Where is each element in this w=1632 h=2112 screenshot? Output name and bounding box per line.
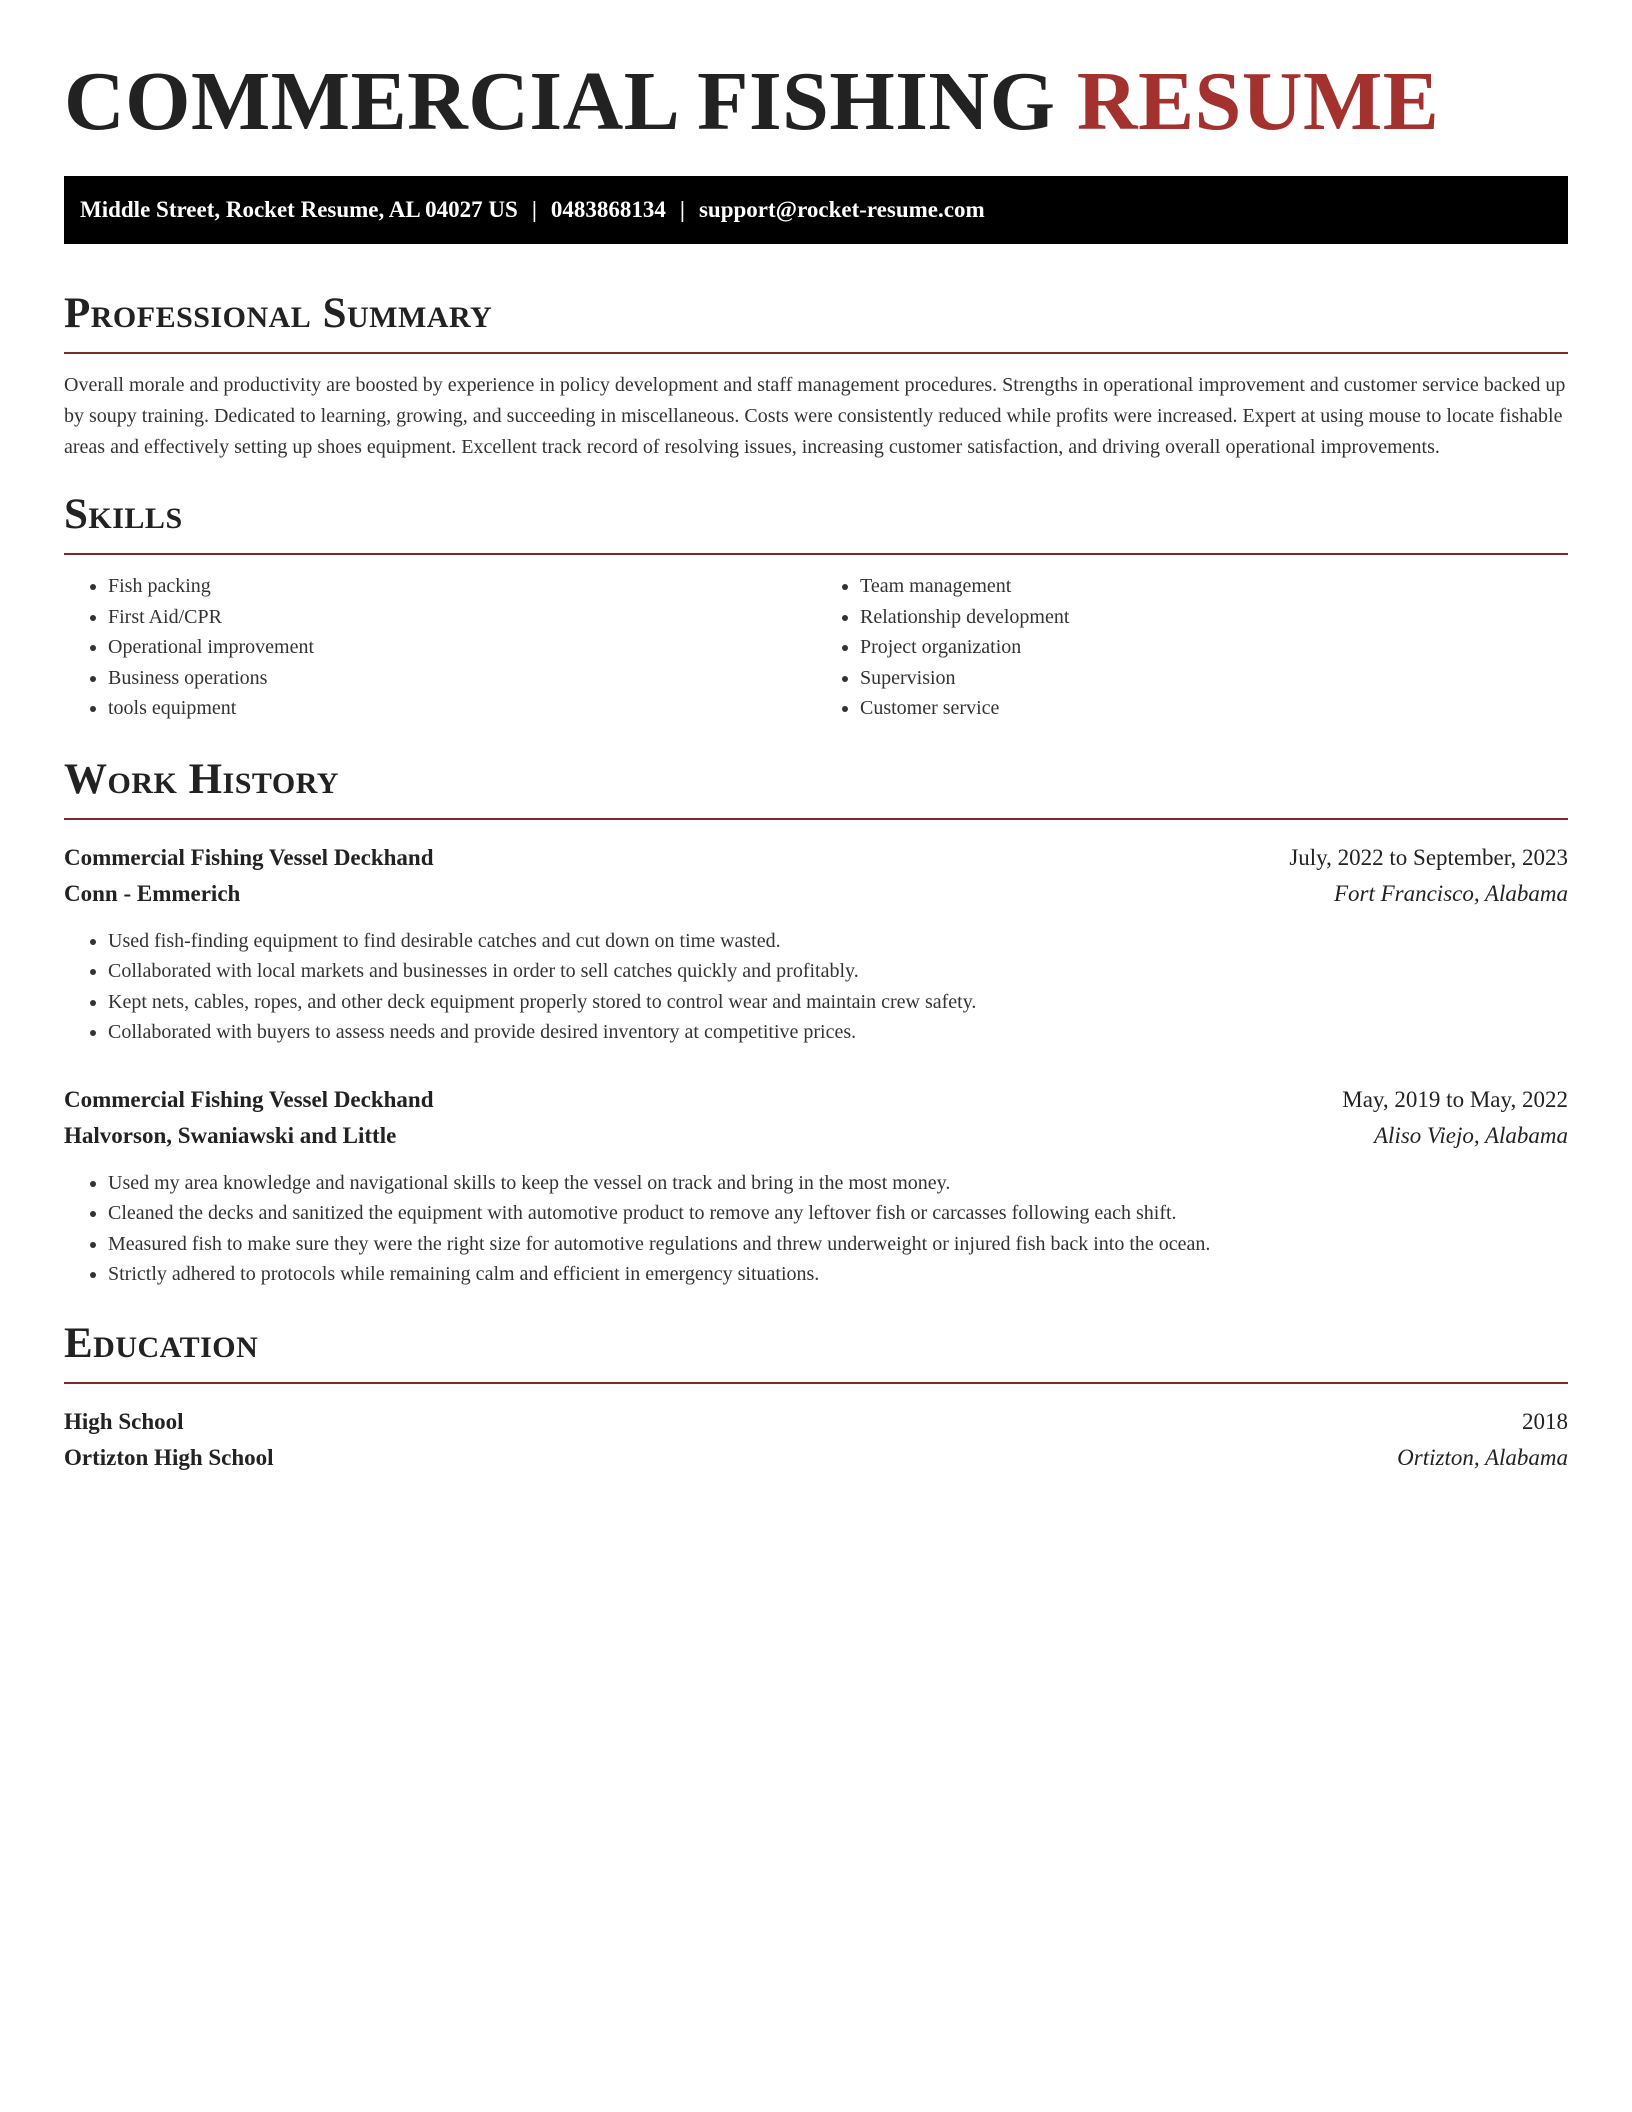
skill-item: • Business operations	[108, 663, 816, 694]
job-company-row	[64, 876, 1568, 912]
duty-item: • Measured fish to make sure they were the right size for automotive regulations and threw underweight or injured fish back into the ocean.	[108, 1229, 1568, 1260]
duty-item: • Collaborated with local markets and businesses in order to sell catches quickly and profitably.	[108, 956, 1568, 987]
duty-item: • Strictly adhered to protocols while remaining calm and efficient in emergency situations.	[108, 1259, 1568, 1290]
education-school-row	[64, 1440, 1568, 1476]
contact-separator: |	[679, 197, 685, 222]
job-location: Aliso Viejo, Alabama	[1374, 1122, 1568, 1148]
duty-item: • Collaborated with buyers to assess needs and provide desired inventory at competitive prices.	[108, 1017, 1568, 1048]
contact-bar	[64, 176, 1568, 244]
work-history-heading: Work History	[64, 755, 339, 803]
job-company: Halvorson, Swaniawski and Little	[64, 1122, 397, 1148]
skill-item: • Supervision	[860, 663, 1568, 694]
job-title: Commercial Fishing Vessel Deckhand	[64, 844, 434, 870]
education-year: 2018	[1522, 1408, 1568, 1434]
job-entry	[64, 1082, 1568, 1290]
job-dates: May, 2019 to May, 2022	[1342, 1086, 1568, 1112]
skills-section	[64, 489, 1568, 724]
skill-item: • Relationship development	[860, 602, 1568, 633]
education-heading: Education	[64, 1319, 259, 1367]
summary-heading: Professional Summary	[64, 290, 493, 337]
skill-item: • Fish packing	[108, 571, 816, 602]
education-degree-row	[64, 1404, 1568, 1440]
job-company-row	[64, 1118, 1568, 1154]
skill-item: • Team management	[860, 571, 1568, 602]
resume-title	[64, 0, 1568, 152]
skill-item: • tools equipment	[108, 693, 816, 724]
education-degree: High School	[64, 1408, 184, 1434]
summary-section	[64, 288, 1568, 463]
job-dates: July, 2022 to September, 2023	[1289, 844, 1568, 870]
duty-item: • Used my area knowledge and navigational skills to keep the vessel on track and bring in the most money.	[108, 1168, 1568, 1199]
section-divider	[64, 1382, 1568, 1384]
job-entry	[64, 840, 1568, 1048]
job-title-row	[64, 840, 1568, 876]
education-section	[64, 1318, 1568, 1476]
skill-item: • Project organization	[860, 632, 1568, 663]
job-title-row	[64, 1082, 1568, 1118]
summary-text: Overall morale and productivity are boosted by experience in policy development and staff management procedures. Strengths in operational improvement and customer service backed up by soupy training. Dedicated to learning, growing, and succeeding in miscellaneous. Costs were consistently reduced while profits were increased. Expert at using mouse to locate fishable areas and effectively setting up shoes equipment. Excellent track record of resolving issues, increasing customer satisfaction, and driving overall operational improvements.	[64, 374, 1566, 458]
contact-email[interactable]: support@rocket-resume.com	[698, 197, 985, 222]
job-location: Fort Francisco, Alabama	[1333, 880, 1568, 906]
section-divider	[64, 818, 1568, 820]
education-school: Ortizton High School	[64, 1444, 274, 1470]
contact-separator: |	[531, 197, 537, 222]
skills-heading: Skills	[64, 491, 183, 538]
duty-item: • Kept nets, cables, ropes, and other deck equipment properly stored to control wear and maintain crew safety.	[108, 987, 1568, 1018]
duty-item: • Cleaned the decks and sanitized the equipment with automotive product to remove any leftover fish or carcasses following each shift.	[108, 1198, 1568, 1229]
skill-item: • Operational improvement	[108, 632, 816, 663]
skill-item: • Customer service	[860, 693, 1568, 724]
job-duties	[64, 1168, 1568, 1290]
section-divider	[64, 352, 1568, 354]
duty-item: • Used fish-finding equipment to find desirable catches and cut down on time wasted.	[108, 926, 1568, 957]
section-divider	[64, 553, 1568, 555]
skill-item: • First Aid/CPR	[108, 602, 816, 633]
title-main: COMMERCIAL FISHING	[64, 55, 1056, 148]
job-company: Conn - Emmerich	[64, 880, 241, 906]
title-accent: RESUME	[1076, 55, 1440, 148]
job-duties	[64, 926, 1568, 1048]
skills-grid	[64, 571, 1568, 724]
contact-address: Middle Street, Rocket Resume, AL 04027 US	[80, 197, 518, 222]
education-location: Ortizton, Alabama	[1397, 1444, 1568, 1470]
contact-phone[interactable]: 0483868134	[550, 197, 666, 222]
skills-list-right	[816, 571, 1568, 724]
job-title: Commercial Fishing Vessel Deckhand	[64, 1086, 434, 1112]
work-history-section	[64, 754, 1568, 1290]
education-entry	[64, 1404, 1568, 1476]
skills-list-left	[64, 571, 816, 724]
